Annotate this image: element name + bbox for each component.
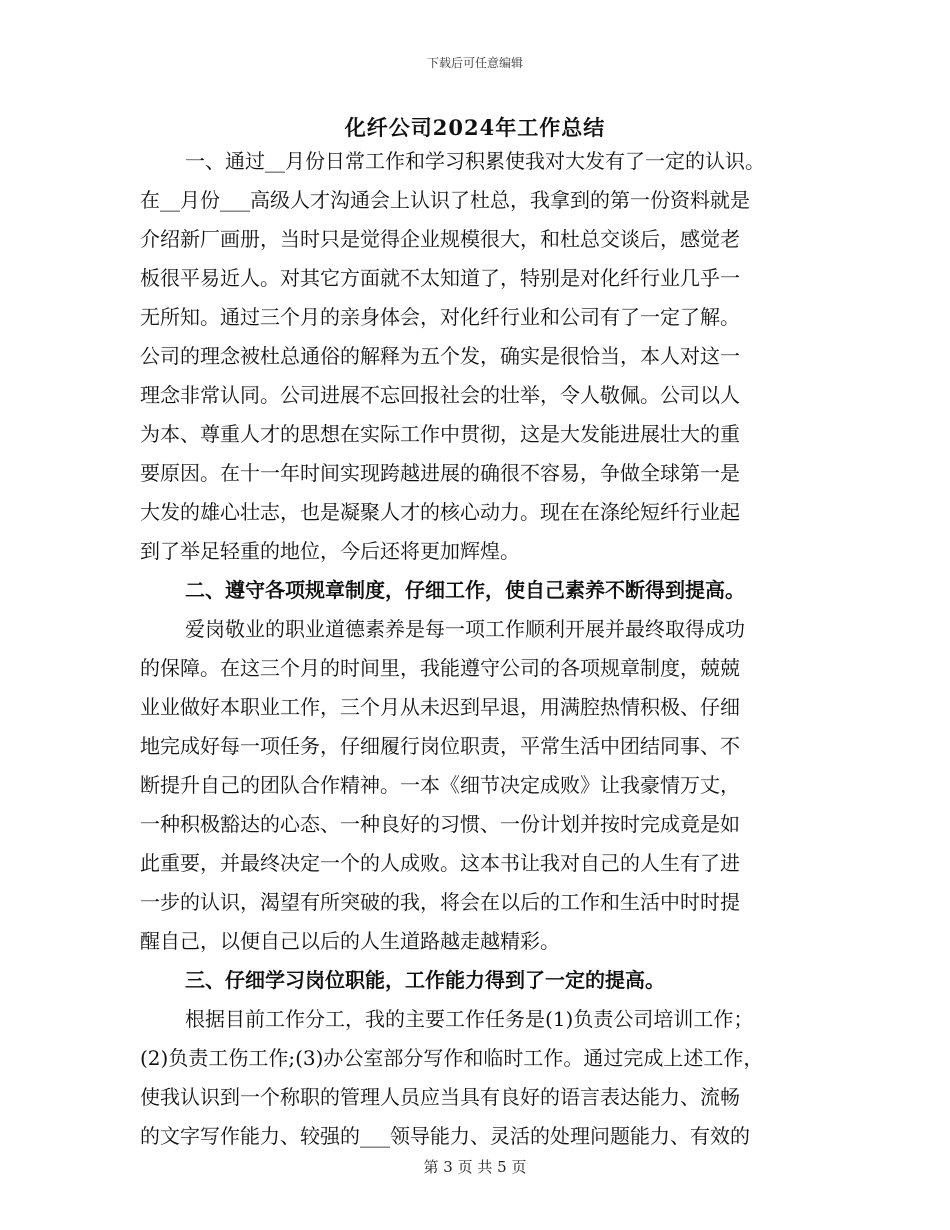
paragraph-line: 一种积极豁达的心态、一种良好的习惯、一份计划并按时完成竟是如 <box>140 812 740 836</box>
paragraph-line: 在__月份___高级人才沟通会上认识了杜总，我拿到的第一份资料就是 <box>140 188 750 212</box>
paragraph-line: 一、通过__月份日常工作和学习积累使我对大发有了一定的认识。 <box>185 149 765 173</box>
paragraph-line: 业业做好本职业工作，三个月从未迟到早退，用满腔热情积极、仔细 <box>140 695 740 719</box>
paragraph-line: 的文字写作能力、较强的___领导能力、灵活的处理问题能力、有效的 <box>140 1124 750 1148</box>
paragraph-line: 此重要，并最终决定一个的人成败。这本书让我对自己的人生有了进 <box>140 851 740 875</box>
paragraph-line: 理念非常认同。公司进展不忘回报社会的壮举，令人敬佩。公司以人 <box>140 383 740 407</box>
paragraph-line: 爱岗敬业的职业道德素养是每一项工作顺利开展并最终取得成功 <box>185 617 745 641</box>
paragraph-line: (2)负责工伤工作;(3)办公室部分写作和临时工作。通过完成上述工作， <box>140 1046 764 1070</box>
header-note: 下载后可任意编辑 <box>426 56 523 70</box>
document-title: 化纤公司2024年工作总结 <box>344 115 606 140</box>
section-heading: 二、遵守各项规章制度，仔细工作，使自己素养不断得到提高。 <box>185 578 745 602</box>
paragraph-line: 地完成好每一项任务，仔细履行岗位职责，平常生活中团结同事、不 <box>140 734 740 758</box>
paragraph-line: 公司的理念被杜总通俗的解释为五个发，确实是很恰当，本人对这一 <box>140 344 740 368</box>
paragraph-line: 使我认识到一个称职的管理人员应当具有良好的语言表达能力、流畅 <box>140 1085 740 1109</box>
paragraph-line: 无所知。通过三个月的亲身体会，对化纤行业和公司有了一定了解。 <box>140 305 740 329</box>
page-footer: 第 3 页 共 5 页 <box>423 1158 527 1176</box>
paragraph-line: 为本、尊重人才的思想在实际工作中贯彻，这是大发能进展壮大的重 <box>140 422 740 446</box>
paragraph-line: 板很平易近人。对其它方面就不太知道了，特别是对化纤行业几乎一 <box>140 266 740 290</box>
paragraph-line: 根据目前工作分工，我的主要工作任务是(1)负责公司培训工作； <box>185 1007 754 1031</box>
paragraph-line: 一步的认识，渴望有所突破的我，将会在以后的工作和生活中时时提 <box>140 890 740 914</box>
section-heading: 三、仔细学习岗位职能，工作能力得到了一定的提高。 <box>185 968 665 992</box>
paragraph-line: 大发的雄心壮志，也是凝聚人才的核心动力。现在在涤纶短纤行业起 <box>140 500 740 524</box>
paragraph-line: 介绍新厂画册，当时只是觉得企业规模很大，和杜总交谈后，感觉老 <box>140 227 740 251</box>
paragraph-line: 的保障。在这三个月的时间里，我能遵守公司的各项规章制度，兢兢 <box>140 656 740 680</box>
paragraph-line: 要原因。在十一年时间实现跨越进展的确很不容易，争做全球第一是 <box>140 461 740 485</box>
paragraph-line: 醒自己，以便自己以后的人生道路越走越精彩。 <box>140 929 560 953</box>
paragraph-line: 到了举足轻重的地位，今后还将更加辉煌。 <box>140 539 520 563</box>
paragraph-line: 断提升自己的团队合作精神。一本《细节决定成败》让我豪情万丈， <box>140 773 740 797</box>
